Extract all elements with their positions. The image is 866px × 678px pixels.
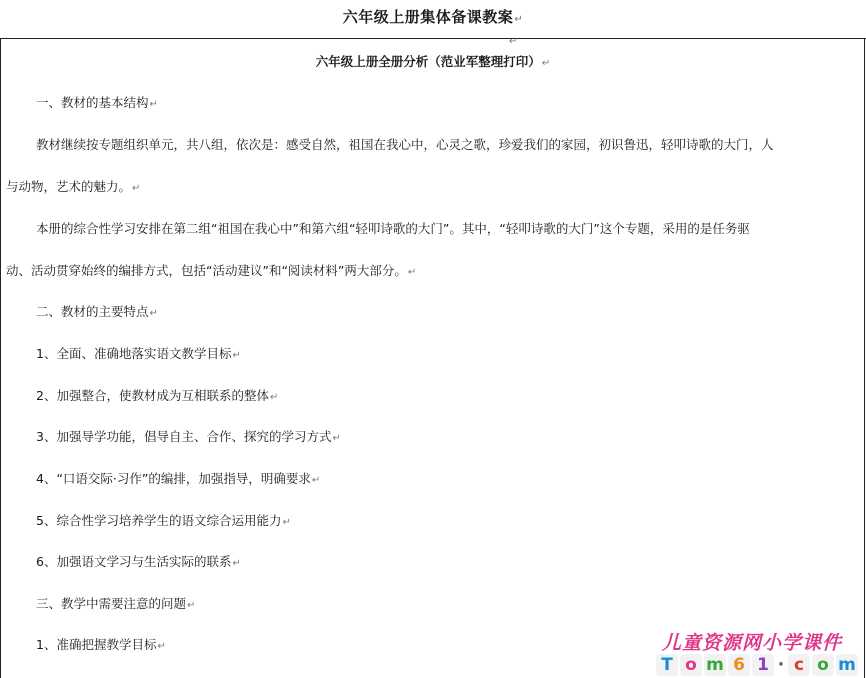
watermark-logo-letter: 6 — [728, 654, 750, 676]
body-line — [36, 94, 158, 114]
body-line — [36, 220, 750, 238]
body-line-text: 1、全面、准确地落实语文教学目标 — [36, 346, 232, 361]
table-right-border — [864, 38, 865, 678]
body-line-text: 教材继续按专题组织单元，共八组，依次是：感受自然，祖国在我心中，心灵之歌，珍爱我们的家园，初识鲁迅，轻叩诗歌的大门，人 — [36, 137, 774, 152]
body-line — [36, 345, 241, 365]
watermark-logo-letter: m — [704, 654, 726, 676]
watermark-top-text: 儿童资源网小学课件 — [662, 632, 843, 654]
watermark-logo-letter: · — [777, 655, 785, 675]
body-line — [36, 136, 774, 154]
body-line — [36, 428, 341, 448]
document-header-title — [0, 6, 866, 27]
paragraph-mark-icon: ↵ — [157, 641, 166, 652]
body-line — [36, 512, 291, 532]
paragraph-mark-icon: ↵ — [541, 58, 551, 69]
header-title-text: 六年级上册集体备课教案 — [342, 8, 514, 26]
watermark-logo-letter: 1 — [752, 654, 774, 676]
paragraph-mark-icon: ↵ — [232, 558, 241, 569]
body-line — [36, 387, 278, 407]
paragraph-mark-icon: ↵ — [514, 14, 524, 25]
watermark-logo-letter: m — [836, 654, 858, 676]
paragraph-mark-icon: ↵ — [282, 517, 291, 528]
body-line-text: 4、“口语交际·习作”的编排，加强指导，明确要求 — [36, 471, 311, 486]
body-line — [6, 178, 140, 198]
paragraph-mark-icon: ↵ — [232, 350, 241, 361]
header-rule — [0, 38, 866, 39]
paragraph-mark-icon: ↵ — [269, 392, 279, 403]
watermark-logo-letter: T — [656, 654, 678, 676]
body-line-text: 6、加强语文学习与生活实际的联系 — [36, 554, 232, 569]
body-line-text: 三、教学中需要注意的问题 — [36, 596, 187, 611]
watermark-logo — [656, 654, 858, 676]
body-line-text: 二、教材的主要特点 — [36, 304, 149, 319]
body-line-text: 1、准确把握教学目标 — [36, 637, 157, 652]
body-line-text: 动、活动贯穿始终的编排方式，包括“活动建议”和“阅读材料”两大部分。 — [6, 263, 407, 278]
watermark-logo-letter: c — [788, 654, 810, 676]
paragraph-mark-icon: ↵ — [132, 183, 141, 194]
body-line — [36, 636, 166, 656]
paragraph-mark-icon: ↵ — [187, 600, 196, 611]
paragraph-mark-icon: ↵ — [332, 433, 341, 444]
body-line-text: 一、教材的基本结构 — [36, 95, 149, 110]
body-line — [36, 595, 195, 615]
watermark-logo-letter: o — [680, 654, 702, 676]
site-watermark — [656, 628, 866, 678]
body-line — [6, 262, 416, 282]
body-line-text: 本册的综合性学习安排在第二组“祖国在我心中”和第六组“轻叩诗歌的大门”。其中，“轻叩诗歌的大门”这个专题，采用的是任务驱 — [36, 221, 750, 236]
document-subtitle — [0, 52, 866, 70]
body-line-text: 2、加强整合，使教材成为互相联系的整体 — [36, 388, 269, 403]
table-left-border — [0, 38, 1, 678]
body-line-text: 3、加强导学功能，倡导自主、合作、探究的学习方式 — [36, 429, 332, 444]
paragraph-mark-icon: ↵ — [149, 99, 158, 110]
paragraph-mark-icon: ↵ — [311, 475, 321, 486]
paragraph-mark-icon: ↵ — [509, 36, 518, 47]
body-line — [36, 553, 241, 573]
paragraph-mark-icon: ↵ — [149, 308, 158, 319]
body-line-text: 5、综合性学习培养学生的语文综合运用能力 — [36, 513, 282, 528]
body-line — [36, 470, 320, 490]
subtitle-text: 六年级上册全册分析（范业军整理打印） — [315, 54, 541, 69]
body-line-text: 与动物，艺术的魅力。 — [6, 179, 132, 194]
watermark-logo-letter: o — [812, 654, 834, 676]
body-line — [36, 303, 158, 323]
paragraph-mark-icon: ↵ — [407, 267, 417, 278]
